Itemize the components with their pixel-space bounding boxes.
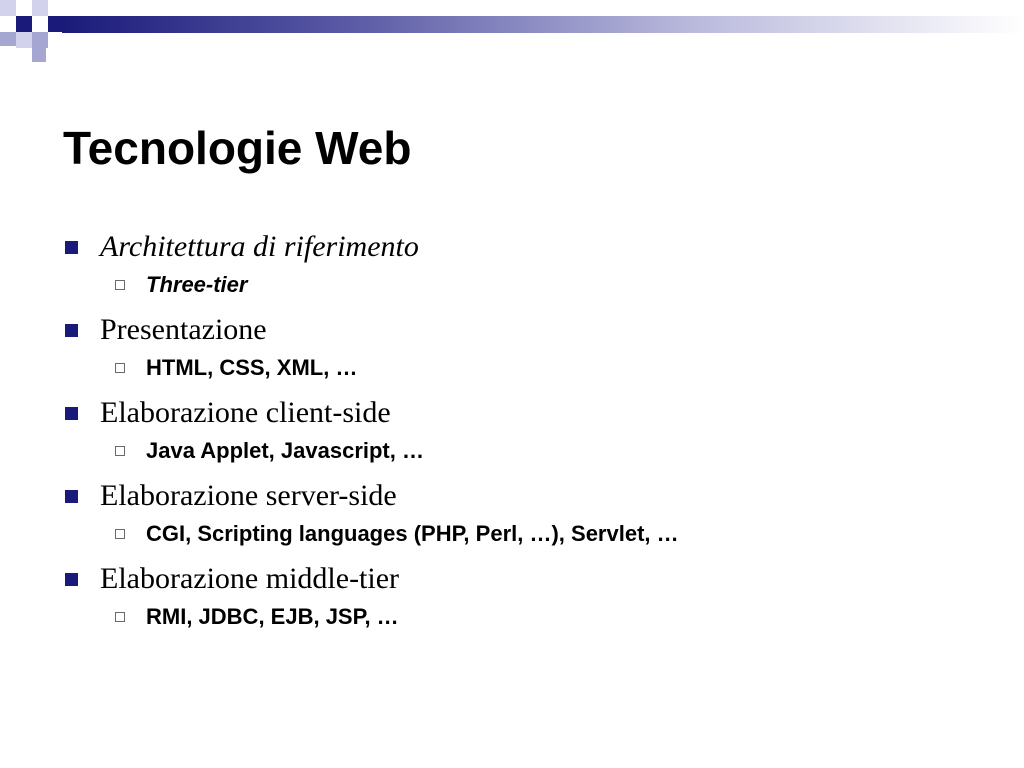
level1-text: Architettura di riferimento — [100, 230, 419, 263]
level1-text: Elaborazione server-side — [100, 479, 397, 512]
slide-title: Tecnologie Web — [63, 122, 412, 174]
hollow-square-bullet-icon — [115, 529, 125, 539]
level2-bullet — [64, 600, 1004, 641]
level1-bullet — [64, 226, 1004, 268]
header-square-lavender — [32, 32, 48, 48]
square-bullet-icon — [65, 573, 78, 586]
list-item — [64, 475, 1004, 558]
square-bullet-icon — [65, 324, 78, 337]
header-gradient-bar — [62, 16, 1024, 33]
hollow-square-bullet-icon — [115, 363, 125, 373]
bullet-list — [64, 226, 1004, 641]
level2-bullet — [64, 517, 1004, 558]
list-item — [64, 226, 1004, 309]
level2-text: Three-tier — [146, 272, 248, 297]
level1-bullet — [64, 558, 1004, 600]
level2-text: HTML, CSS, XML, … — [146, 355, 358, 380]
header-square-pale — [0, 0, 16, 16]
level1-bullet — [64, 475, 1004, 517]
level1-text: Elaborazione client-side — [100, 396, 391, 429]
header-decoration — [0, 0, 1024, 62]
square-bullet-icon — [65, 407, 78, 420]
level1-text: Elaborazione middle-tier — [100, 562, 400, 595]
level2-text: CGI, Scripting languages (PHP, Perl, …), Servlet, … — [146, 521, 679, 546]
header-square-pale — [32, 0, 48, 16]
level1-bullet — [64, 309, 1004, 351]
header-square-pale — [16, 32, 32, 48]
header-square-lavender — [0, 32, 16, 46]
hollow-square-bullet-icon — [115, 280, 125, 290]
level2-bullet — [64, 434, 1004, 475]
level2-text: RMI, JDBC, EJB, JSP, … — [146, 604, 399, 629]
header-square-lavender — [32, 48, 46, 62]
list-item — [64, 392, 1004, 475]
list-item — [64, 558, 1004, 641]
level2-bullet — [64, 351, 1004, 392]
level2-text: Java Applet, Javascript, … — [146, 438, 424, 463]
square-bullet-icon — [65, 490, 78, 503]
header-square-navy — [16, 16, 32, 32]
square-bullet-icon — [65, 241, 78, 254]
level2-bullet — [64, 268, 1004, 309]
hollow-square-bullet-icon — [115, 446, 125, 456]
header-square-navy — [48, 16, 62, 32]
level1-text: Presentazione — [100, 313, 267, 346]
list-item — [64, 309, 1004, 392]
level1-bullet — [64, 392, 1004, 434]
hollow-square-bullet-icon — [115, 612, 125, 622]
